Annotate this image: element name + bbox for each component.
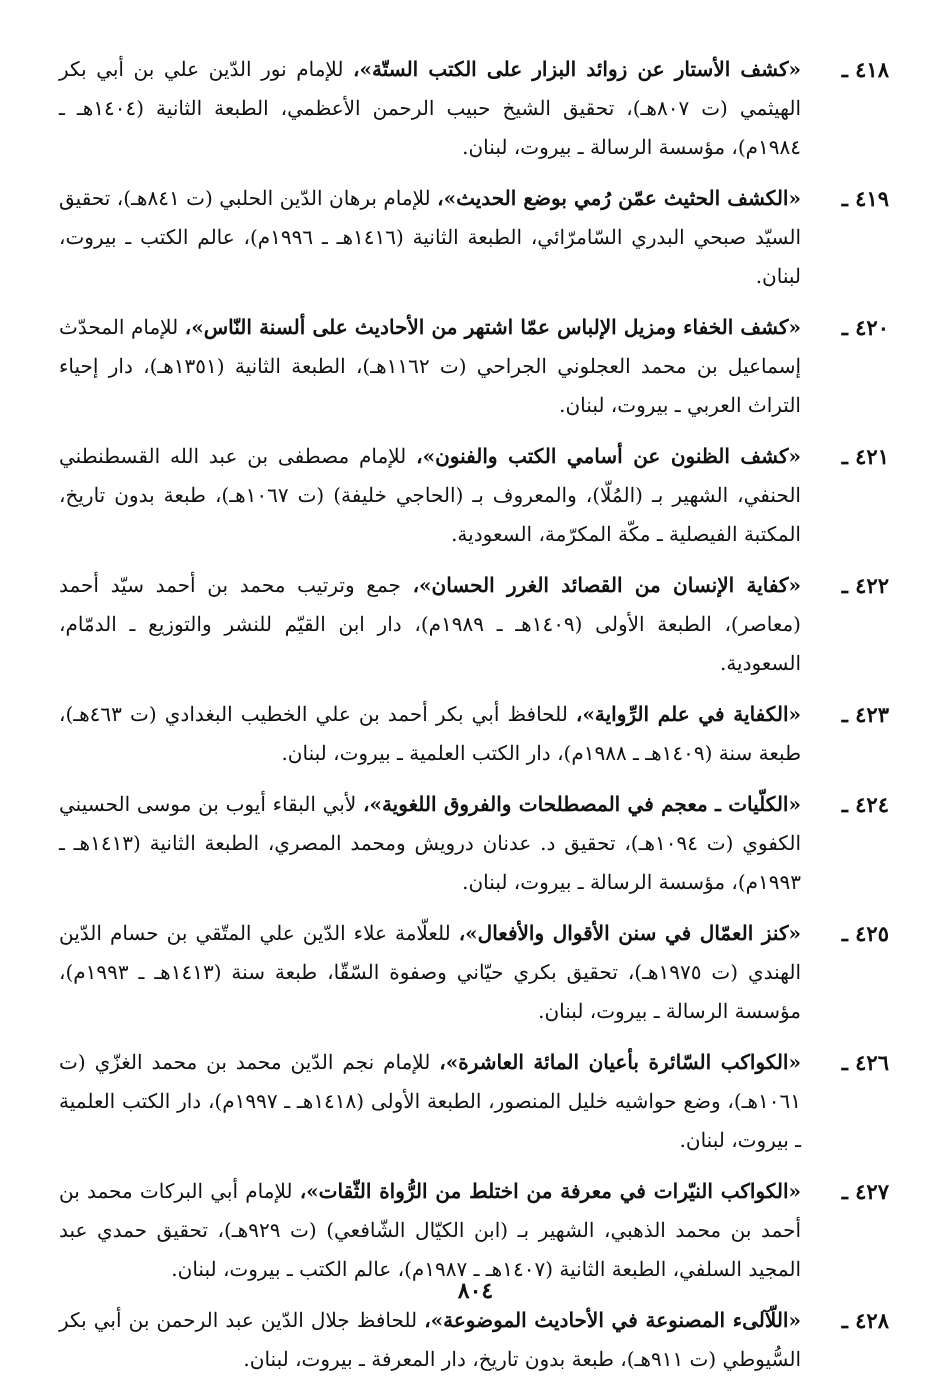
entry-body (59, 695, 801, 773)
entry-text: للحافظ جلال الدّين عبد الرحمن بن أبي بكر السُّيوطي (ت ٩١١هـ)، طبعة بدون تاريخ، دار المعرفة ـ بيروت، لبنان. (59, 1308, 801, 1371)
entry-number: ٤٢٥ ـ (841, 921, 889, 946)
bibliography-entry (59, 179, 889, 296)
entry-title: «كشف الظنون عن أسامي الكتب والفنون»، (416, 444, 802, 468)
entry-number: ٤٢٢ ـ (841, 573, 889, 598)
bibliography-entry (59, 308, 889, 425)
bibliography-list (59, 50, 889, 1391)
entry-body (59, 50, 801, 167)
entry-body (59, 566, 801, 683)
bibliography-entry (59, 914, 889, 1031)
entry-title: «كشف الخفاء ومزيل الإلباس عمّا اشتهر من الأحاديث على ألسنة النّاس»، (184, 315, 802, 339)
bibliography-entry (59, 50, 889, 167)
entry-number: ٤٢٦ ـ (841, 1050, 889, 1075)
entry-text: للإمام نجم الدّين محمد بن محمد الغزّي (ت ١٠٦١هـ)، وضع حواشيه خليل المنصور، الطبعة الأولى (١٤١٨هـ ـ ١٩٩٧م)، دار الكتب العلمية ـ بيروت، لبنان. (59, 1050, 801, 1152)
bibliography-entry (59, 1301, 889, 1379)
bibliography-entry (59, 1172, 889, 1289)
entry-number: ٤١٨ ـ (841, 57, 889, 82)
bibliography-entry (59, 785, 889, 902)
entry-text: للإمام المحدّث إسماعيل بن محمد العجلوني الجراحي (ت ١١٦٢هـ)، الطبعة الثانية (١٣٥١هـ)، دار إحياء التراث العربي ـ بيروت، لبنان. (59, 315, 802, 417)
entry-title: «الكواكب السّائرة بأعيان المائة العاشرة»، (439, 1050, 801, 1074)
entry-title: «الكواكب النيّرات في معرفة من اختلط من الرُّواة الثّقات»، (299, 1179, 802, 1203)
entry-title: «الكلّيات ـ معجم في المصطلحات والفروق اللغوية»، (363, 792, 801, 816)
entry-number: ٤٢١ ـ (841, 444, 889, 469)
bibliography-entry (59, 695, 889, 773)
entry-title: «الكفاية في علم الرِّواية»، (575, 702, 801, 726)
entry-body (59, 914, 801, 1031)
entry-body (59, 1172, 801, 1289)
entry-title: «كفاية الإنسان من القصائد الغرر الحسان»، (412, 573, 801, 597)
entry-body (59, 437, 801, 554)
entry-body (59, 1301, 801, 1379)
entry-title: «الكشف الحثيث عمّن رُمي بوضع الحديث»، (437, 186, 801, 210)
entry-text: للإمام أبي البركات محمد بن أحمد بن محمد الذهبي، الشهير بـ (ابن الكيّال الشّافعي) (ت ٩٢٩هـ)، تحقيق حمدي عبد المجيد السلفي، الطبعة الثانية (١٤٠٧هـ ـ ١٩٨٧م)، عالم الكتب ـ بيروت، لبنان. (59, 1179, 802, 1281)
entry-text: جمع وترتيب محمد بن أحمد سيّد أحمد (معاصر)، الطبعة الأولى (١٤٠٩هـ ـ ١٩٨٩م)، دار ابن القيّم للنشر والتوزيع ـ الدمّام، السعودية. (59, 573, 801, 675)
bibliography-entry (59, 437, 889, 554)
entry-number: ٤٢٨ ـ (841, 1308, 889, 1333)
entry-text: لأبي البقاء أيوب بن موسى الحسيني الكفوي (ت ١٠٩٤هـ)، تحقيق د. عدنان درويش ومحمد المصري، الطبعة الثانية (١٤١٣هـ ـ ١٩٩٣م)، مؤسسة الرسالة ـ بيروت، لبنان. (59, 792, 802, 894)
entry-title: «كشف الأستار عن زوائد البزار على الكتب الستّة»، (353, 57, 801, 81)
entry-number: ٤٢٧ ـ (841, 1179, 889, 1204)
entry-number: ٤١٩ ـ (841, 186, 889, 211)
entry-title: «كنز العمّال في سنن الأقوال والأفعال»، (458, 921, 801, 945)
entry-title: «اللّآلىء المصنوعة في الأحاديث الموضوعة»، (424, 1308, 801, 1332)
bibliography-entry (59, 1043, 889, 1160)
entry-text: للحافظ أبي بكر أحمد بن علي الخطيب البغدادي (ت ٤٦٣هـ)، طبعة سنة (١٤٠٩هـ ـ ١٩٨٨م)، دار الكتب العلمية ـ بيروت، لبنان. (59, 702, 801, 765)
entry-number: ٤٢٤ ـ (841, 792, 889, 817)
entry-text: للإمام برهان الدّين الحلبي (ت ٨٤١هـ)، تحقيق السيّد صبحي البدري السّامرّائي، الطبعة الثانية (١٤١٦هـ ـ ١٩٩٦م)، عالم الكتب ـ بيروت، لبنان. (59, 186, 802, 288)
bibliography-entry (59, 566, 889, 683)
entry-text: للإمام نور الدّين علي بن أبي بكر الهيثمي (ت ٨٠٧هـ)، تحقيق الشيخ حبيب الرحمن الأعظمي، الطبعة الثانية (١٤٠٤هـ ـ ١٩٨٤م)، مؤسسة الرسالة ـ بيروت، لبنان. (59, 57, 801, 159)
entry-body (59, 1043, 801, 1160)
entry-number: ٤٢٣ ـ (841, 702, 889, 727)
entry-text: للعلّامة علاء الدّين علي المتّقي بن حسام الدّين الهندي (ت ١٩٧٥هـ)، تحقيق بكري حيّاني وصفوة السّقّا، طبعة سنة (١٤١٣هـ ـ ١٩٩٣م)، مؤسسة الرسالة ـ بيروت، لبنان. (59, 921, 802, 1023)
entry-text: للإمام مصطفى بن عبد الله القسطنطني الحنفي، الشهير بـ (المُلّا)، والمعروف بـ (الحاجي خليفة) (ت ١٠٦٧هـ)، طبعة بدون تاريخ، المكتبة الفيصلية ـ مكّة المكرّمة، السعودية. (59, 444, 801, 546)
entry-body (59, 179, 801, 296)
entry-body (59, 785, 801, 902)
page-number: ٨٠٤ (457, 1278, 494, 1304)
entry-number: ٤٢٠ ـ (841, 315, 889, 340)
entry-body (59, 308, 801, 425)
